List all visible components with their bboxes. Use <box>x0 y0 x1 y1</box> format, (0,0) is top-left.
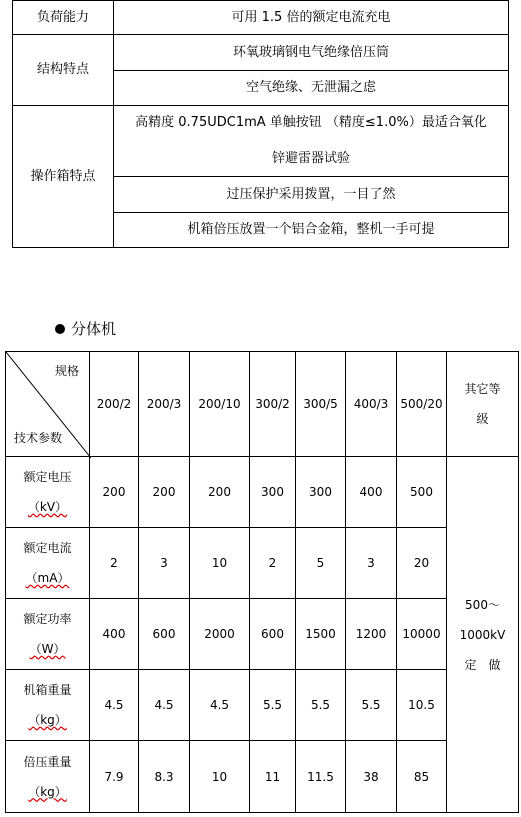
other-grades-value <box>446 456 519 813</box>
table-cell: 600 <box>138 598 190 670</box>
other-grades-value-line: 1000kV <box>459 627 506 642</box>
row-unit-text: （W） <box>29 642 66 656</box>
table-cell: 8.3 <box>138 740 190 813</box>
table-cell: 5 <box>295 527 346 599</box>
table-cell: 400 <box>89 598 139 670</box>
table-cell: 38 <box>345 740 397 813</box>
table-cell: 10 <box>189 740 250 813</box>
row-unit-text: （mA） <box>25 571 70 585</box>
spec-column-header: 500/20 <box>396 351 447 457</box>
table-cell: 11 <box>249 740 296 813</box>
row-label <box>5 456 90 528</box>
other-grades-header-line: 其它等 <box>464 382 501 396</box>
table-cell: 20 <box>396 527 447 599</box>
other-grades-value-line: 定 做 <box>464 657 501 672</box>
spec-column-header: 200/3 <box>138 351 190 457</box>
table-cell: 1500 <box>295 598 346 670</box>
section-heading <box>55 318 116 339</box>
table-cell: 200 <box>89 456 139 528</box>
operation-value-2: 过压保护采用拨置，一目了然 <box>113 176 509 213</box>
structure-value-2: 空气绝缘、无泄漏之虑 <box>113 70 509 106</box>
table-cell: 400 <box>345 456 397 528</box>
table-cell: 200 <box>138 456 190 528</box>
table-cell: 10000 <box>396 598 447 670</box>
structure-label: 结构特点 <box>12 34 114 106</box>
table-cell: 4.5 <box>138 669 190 741</box>
other-grades-header <box>446 351 519 457</box>
row-label-text: 倍压重量 <box>23 754 72 769</box>
row-unit-text: （kg） <box>28 784 67 799</box>
structure-value-1: 环氧玻璃钢电气绝缘倍压筒 <box>113 34 509 71</box>
table-cell: 200 <box>189 456 250 528</box>
table-cell: 10 <box>189 527 250 599</box>
spec-column-header: 200/10 <box>189 351 250 457</box>
row-label <box>5 740 90 813</box>
table-cell: 1200 <box>345 598 397 670</box>
row-label-text: 机箱重量 <box>23 683 72 697</box>
other-grades-header-line: 级 <box>476 412 489 426</box>
operation-value-1-line1: 高精度 0.75UDC1mA 单触按钮 （精度≤1.0%）最适合氧化 <box>135 115 487 131</box>
bullet-icon <box>55 324 65 334</box>
table-cell: 500 <box>396 456 447 528</box>
table-cell: 4.5 <box>89 669 139 741</box>
table-cell: 3 <box>138 527 190 599</box>
table-cell: 11.5 <box>295 740 346 813</box>
row-label-text: 额定电压 <box>23 470 72 484</box>
spec-column-header: 300/2 <box>249 351 296 457</box>
row-label <box>5 598 90 670</box>
operation-value-3: 机箱倍压放置一个铝合金箱，整机一手可提 <box>113 212 509 248</box>
load-capacity-label: 负荷能力 <box>12 0 114 35</box>
table-cell: 3 <box>345 527 397 599</box>
corner-header-cell <box>5 351 90 457</box>
spec-column-header: 400/3 <box>345 351 397 457</box>
row-unit-text: （kg） <box>28 713 67 727</box>
table-cell: 4.5 <box>189 669 250 741</box>
table-cell: 10.5 <box>396 669 447 741</box>
table-cell: 5.5 <box>345 669 397 741</box>
operation-value-1-line2: 锌避雷器试验 <box>271 151 350 166</box>
section-title: 分体机 <box>71 320 117 338</box>
spec-column-header: 300/5 <box>295 351 346 457</box>
table-cell: 2000 <box>189 598 250 670</box>
table-cell: 300 <box>249 456 296 528</box>
table-cell: 2 <box>89 527 139 599</box>
row-label-text: 额定功率 <box>23 612 72 626</box>
table-cell: 600 <box>249 598 296 670</box>
table-cell: 2 <box>249 527 296 599</box>
row-label-text: 额定电流 <box>23 541 72 555</box>
table-cell: 300 <box>295 456 346 528</box>
row-label <box>5 669 90 741</box>
table-cell: 7.9 <box>89 740 139 813</box>
load-capacity-value: 可用 1.5 倍的额定电流充电 <box>113 0 509 35</box>
corner-spec-label: 规格 <box>54 364 79 378</box>
table-cell: 85 <box>396 740 447 813</box>
row-label <box>5 527 90 599</box>
operation-box-label: 操作箱特点 <box>12 105 114 248</box>
spec-table <box>5 351 518 812</box>
corner-param-label: 技术参数 <box>14 431 63 445</box>
spec-column-header: 200/2 <box>89 351 139 457</box>
operation-value-1 <box>113 105 509 177</box>
features-table <box>12 0 509 248</box>
other-grades-value-line: 500～ <box>465 597 500 612</box>
row-unit-text: （kV） <box>27 500 68 514</box>
table-cell: 5.5 <box>295 669 346 741</box>
table-cell: 5.5 <box>249 669 296 741</box>
